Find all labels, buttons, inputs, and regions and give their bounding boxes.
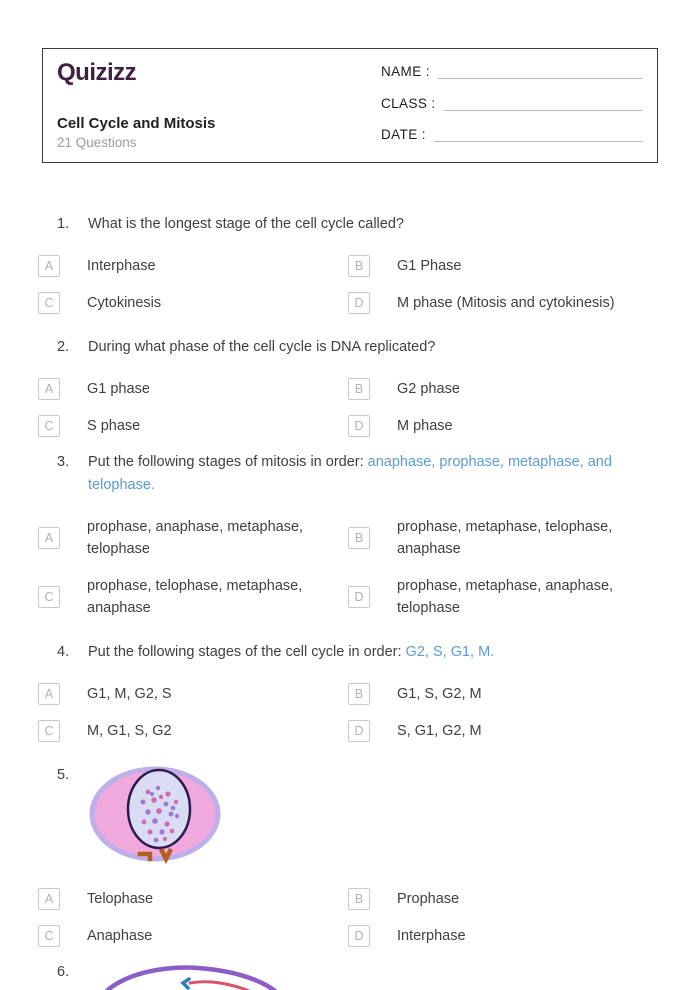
- question-number: 6.: [57, 964, 70, 980]
- option-a: [38, 378, 348, 400]
- quiz-info: [57, 115, 381, 150]
- date-field-label: DATE :: [381, 127, 426, 142]
- options-grid: [38, 378, 658, 437]
- header-box: [42, 48, 658, 163]
- header-left: [57, 59, 381, 150]
- option-text: prophase, telophase, metaphase, anaphase: [87, 578, 303, 616]
- option-a: [38, 683, 348, 705]
- option-text: M phase (Mitosis and cytokinesis): [397, 295, 615, 311]
- option-b: [348, 255, 658, 277]
- option-letter-box: A: [38, 888, 60, 910]
- option-c: [38, 925, 348, 947]
- option-letter-box: A: [38, 378, 60, 400]
- options-grid: [38, 255, 658, 314]
- option-d: [348, 720, 658, 742]
- question-text-highlight: G2, S, G1, M.: [401, 644, 495, 660]
- option-b: [348, 683, 658, 705]
- option-b: [348, 516, 658, 560]
- question-number: 5.: [57, 767, 70, 783]
- class-field-line: [444, 98, 643, 111]
- question-text: [88, 641, 658, 664]
- option-letter-box: C: [38, 586, 60, 608]
- option-text: prophase, metaphase, anaphase, telophase: [397, 578, 614, 616]
- option-text: Prophase: [397, 891, 460, 907]
- option-a: [38, 255, 348, 277]
- option-letter-box: D: [348, 292, 370, 314]
- question-number: 4.: [57, 644, 70, 660]
- option-letter-box: B: [348, 255, 370, 277]
- date-field-line: [434, 129, 643, 142]
- option-text: S, G1, G2, M: [397, 723, 482, 739]
- option-text: Interphase: [87, 258, 156, 274]
- class-field: [381, 96, 643, 111]
- question-6: [38, 961, 658, 990]
- question-4: [38, 641, 658, 742]
- question-number: 3.: [57, 454, 70, 470]
- option-d: [348, 292, 658, 314]
- name-field-line: [438, 66, 643, 79]
- question-2: [38, 336, 658, 437]
- question-text: During what phase of the cell cycle is DNA replicated?: [88, 339, 436, 355]
- option-text: Anaphase: [87, 928, 153, 944]
- option-letter-box: A: [38, 255, 60, 277]
- question-text-plain: Put the following stages of the cell cycle in order:: [88, 644, 402, 660]
- date-field: [381, 127, 643, 142]
- header-fields: [381, 59, 643, 150]
- option-letter-box: D: [348, 415, 370, 437]
- option-text: G1, S, G2, M: [397, 686, 482, 702]
- question-count: 21 Questions: [57, 135, 137, 150]
- option-text: M phase: [397, 418, 453, 434]
- option-letter-box: D: [348, 586, 370, 608]
- question-text: What is the longest stage of the cell cycle called?: [88, 216, 404, 232]
- option-letter-box: B: [348, 683, 370, 705]
- option-c: [38, 720, 348, 742]
- quiz-title: Cell Cycle and Mitosis: [57, 115, 216, 132]
- cell-drawing-image-partial: [88, 961, 323, 990]
- option-letter-box: A: [38, 527, 60, 549]
- option-text: prophase, metaphase, telophase, anaphase: [397, 519, 613, 557]
- question-number: 1.: [57, 216, 70, 232]
- option-a: [38, 516, 348, 560]
- option-text: Cytokinesis: [87, 295, 162, 311]
- option-letter-box: B: [348, 888, 370, 910]
- option-d: [348, 925, 658, 947]
- class-field-label: CLASS :: [381, 95, 436, 111]
- option-text: G1 Phase: [397, 258, 462, 274]
- option-letter-box: C: [38, 415, 60, 437]
- question-text: [88, 451, 658, 497]
- question-1: [38, 213, 658, 314]
- option-c: [38, 575, 348, 619]
- option-text: M, G1, S, G2: [87, 723, 172, 739]
- option-text: G1, M, G2, S: [87, 686, 172, 702]
- interphase-cell-image: [88, 764, 223, 864]
- quizizz-logo: Quizizz: [57, 59, 137, 86]
- question-number: 2.: [57, 339, 70, 355]
- question-text-plain: Put the following stages of mitosis in order:: [88, 454, 364, 470]
- question-5: [38, 764, 658, 947]
- option-letter-box: C: [38, 292, 60, 314]
- option-d: [348, 575, 658, 619]
- option-c: [38, 292, 348, 314]
- option-d: [348, 415, 658, 437]
- option-b: [348, 888, 658, 910]
- option-a: [38, 888, 348, 910]
- option-text: G1 phase: [87, 381, 150, 397]
- option-letter-box: B: [348, 527, 370, 549]
- name-field-label: NAME :: [381, 64, 430, 79]
- options-grid: [38, 683, 658, 742]
- option-letter-box: D: [348, 925, 370, 947]
- option-text: Telophase: [87, 891, 154, 907]
- name-field: [381, 64, 643, 79]
- option-letter-box: A: [38, 683, 60, 705]
- options-grid: [38, 888, 658, 947]
- option-text: S phase: [87, 418, 141, 434]
- option-text: prophase, anaphase, metaphase, telophase: [87, 519, 304, 557]
- option-b: [348, 378, 658, 400]
- option-letter-box: C: [38, 720, 60, 742]
- option-text: G2 phase: [397, 381, 460, 397]
- option-letter-box: B: [348, 378, 370, 400]
- question-text-highlight: anaphase, prophase, metaphase, and telophase.: [88, 454, 612, 493]
- option-letter-box: D: [348, 720, 370, 742]
- option-text: Interphase: [397, 928, 466, 944]
- question-3: [38, 451, 658, 619]
- option-letter-box: C: [38, 925, 60, 947]
- option-c: [38, 415, 348, 437]
- options-grid: [38, 516, 658, 619]
